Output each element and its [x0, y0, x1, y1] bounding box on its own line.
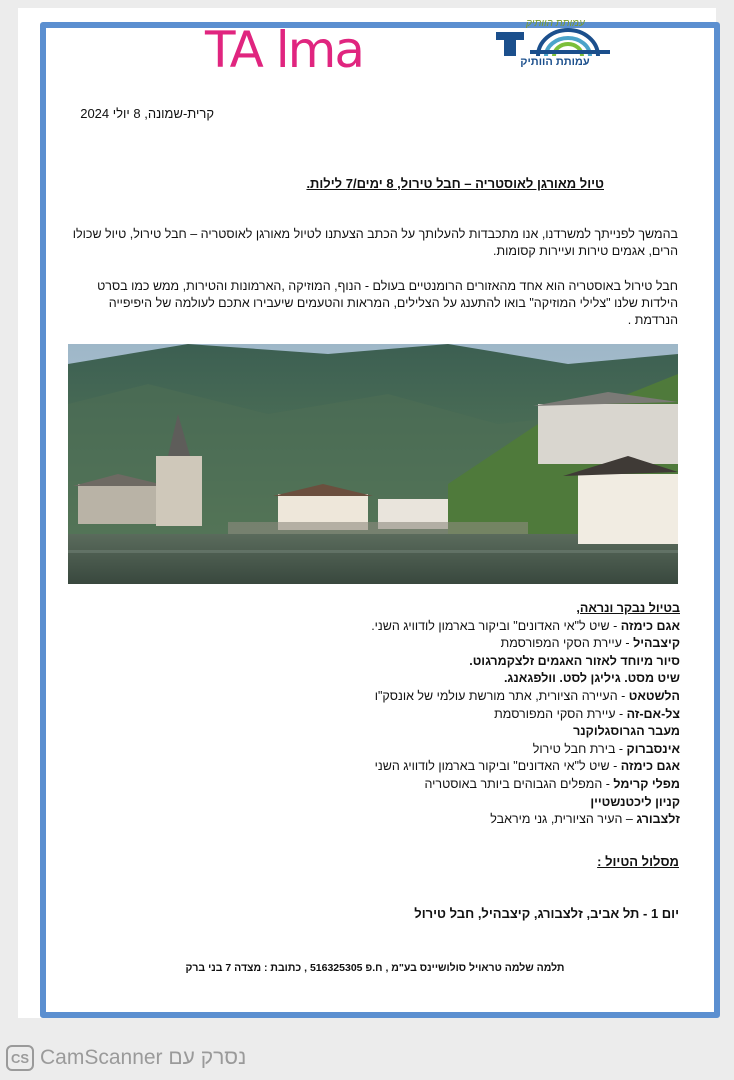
list-item-desc: - עיירת הסקי המפורסמת: [500, 636, 634, 651]
camscanner-icon: CS: [6, 1045, 34, 1071]
list-item-place: זלצבורג: [636, 812, 680, 827]
highlights-list: [260, 600, 680, 829]
list-item-place: אגם כימזה: [620, 759, 680, 774]
list-item-place: אינסברוק: [626, 741, 680, 756]
amuta-logo: [490, 20, 620, 74]
talma-logo: TA lma: [205, 21, 363, 79]
letter-subject: טיול מאורגן לאוסטריה – חבל טירול, 8 ימים/7 לילות.: [306, 176, 604, 191]
itinerary-title: מסלול הטיול :: [597, 854, 679, 869]
list-item: [260, 776, 680, 794]
list-item: [260, 653, 680, 671]
hallstatt-photo: [68, 344, 678, 584]
itinerary-day-1: יום 1 - תל אביב, זלצבורג, קיצבהיל, חבל טירול: [414, 906, 679, 921]
camscanner-watermark: [6, 1043, 246, 1073]
list-item: [260, 758, 680, 776]
list-item: [260, 741, 680, 759]
list-item: [260, 635, 680, 653]
list-item-place: קניון ליכטנשטיין: [590, 794, 680, 809]
list-item-place: שיט מסט. גיליגן לסט. וולפגאנג.: [503, 671, 680, 686]
company-footer: תלמה שלמה טראויל סולושיינס בע"מ , ח.פ 516325305 , כתובת : מצדה 7 בני ברק: [185, 962, 565, 974]
letter-date: קרית-שמונה, 8 יולי 2024: [80, 106, 214, 121]
list-item-desc: - עיירת הסקי המפורסמת: [494, 706, 627, 721]
list-item-desc: - שיט ל"אי האדונים" וביקור בארמון לודוויג השני: [374, 759, 621, 774]
list-item: [260, 618, 680, 636]
list-item: [260, 688, 680, 706]
amuta-logo-script: עמותת הוותיק: [526, 18, 585, 29]
camscanner-text: נסרק עם CamScanner: [40, 1046, 247, 1069]
list-item: [260, 706, 680, 724]
intro-paragraph: בהמשך לפנייתך למשרדנו, אנו מתכבדות להעלותך על הכתב הצעתנו לטיול מאורגן לאוסטריה – חבל טירול, טיול שכולו הרים, אגמים טירות ועיירות קסומות.: [72, 227, 678, 258]
list-item-desc: - העיירה הציורית, אתר מורשת עולמי של אונסק"ו: [374, 688, 629, 703]
list-item-place: מעבר הגרוסגלוקנר: [573, 724, 680, 739]
amuta-name: עמותת הוותיק: [520, 56, 590, 68]
list-item: [260, 723, 680, 741]
list-item-place: הלשטאט: [628, 688, 680, 703]
list-item-desc: – העיר הציורית, גני מיראבל: [490, 812, 637, 827]
list-item-desc: - שיט ל"אי האדונים" וביקור בארמון לודוויג השני.: [371, 618, 621, 633]
highlights-title: בטיול נבקר ונראה,: [576, 601, 680, 615]
list-item-desc: - המפלים הגבוהים ביותר באוסטריה: [424, 776, 614, 791]
list-item-place: סיור מיוחד לאזור האגמים זלצקמרגוט.: [469, 653, 680, 668]
list-item: [260, 794, 680, 812]
list-item-desc: - בירת חבל טירול: [532, 741, 627, 756]
hallstatt-photo-image: [68, 344, 678, 584]
list-item-place: קיצבהיל: [633, 636, 680, 651]
list-item: [260, 811, 680, 829]
list-item: [260, 670, 680, 688]
list-item-place: אגם כימזה: [620, 618, 680, 633]
list-item-place: מפלי קרימל: [613, 776, 680, 791]
list-item-place: צל-אם-זה: [626, 706, 680, 721]
tirol-description-paragraph: חבל טירול באוסטריה הוא אחד מהאזורים הרומנטיים בעולם - הנוף, המוזיקה ,הארמונות והטירות, ממש כמו בסרט הילדות שלנו "צלילי המוזיקה" בואו להתענג על הצלילים, המראות והטעמים שיעבירו אתכם לעולמה של היפיפייה הנרדמת .: [97, 279, 678, 327]
